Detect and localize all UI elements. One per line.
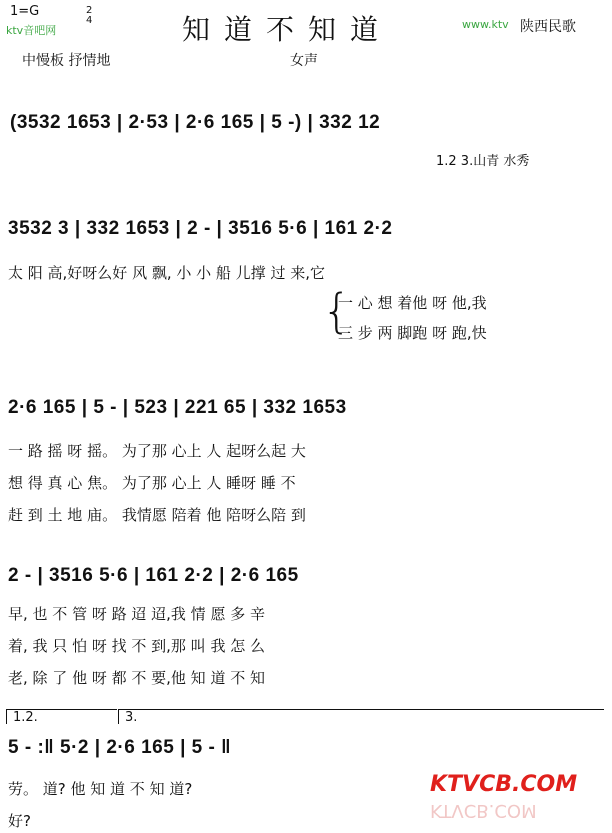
lyric-row-4-verse-1: 早, 也 不 管 呀 路 迢 迢,我 情 愿 多 辛 [8, 605, 265, 623]
lyric-row-2-verse-3: 三 步 两 脚跑 呀 跑,快 [338, 324, 487, 342]
lyric-row-2-verse-1: 太 阳 高,好呀么好 风 飘, 小 小 船 儿撑 过 来,它 [8, 264, 325, 282]
song-title: 知道不知道 [182, 13, 393, 46]
lyric-row-1-verse-1: 1.2 3.山青 水秀 [436, 154, 530, 169]
notation-row-1: (3532 1653 | 2·53 | 2·6 165 | 5 -) | 332 12 [10, 112, 381, 133]
watermark-site: ktv音吧网 [6, 24, 57, 37]
tempo-marking: 中慢板 抒情地 [22, 53, 111, 69]
time-signature: 2 4 [86, 5, 93, 26]
lyric-row-3-verse-1: 一 路 摇 呀 摇。 为了那 心上 人 起呀么起 大 [8, 442, 306, 460]
lyric-row-5-verse-2: 好? [8, 812, 31, 830]
notation-row-4: 2 - | 3516 5·6 | 161 2·2 | 2·6 165 [8, 565, 299, 586]
notation-row-5: 5 - :‖ 5·2 | 2·6 165 | 5 - ‖ [8, 737, 232, 758]
verse-brace: { [322, 284, 352, 338]
notation-row-3: 2·6 165 | 5 - | 523 | 221 65 | 332 1653 [8, 397, 347, 418]
volta-1: 1.2. [6, 709, 117, 724]
watermark-url: www.ktv [462, 18, 509, 31]
site-logo: KTVCB.COM [430, 772, 578, 797]
lyric-row-3-verse-3: 赶 到 土 地 庙。 我情愿 陪着 他 陪呀么陪 到 [8, 506, 306, 524]
volta-2: 3. [118, 709, 604, 724]
lyric-row-5-verse-1: 劳。 道? 他 知 道 不 知 道? [8, 780, 193, 798]
lyric-row-2-verse-2: 一 心 想 着他 呀 他,我 [338, 294, 487, 312]
lyric-row-4-verse-3: 老, 除 了 他 呀 都 不 要,他 知 道 不 知 [8, 669, 265, 687]
lyric-row-3-verse-2: 想 得 真 心 焦。 为了那 心上 人 睡呀 睡 不 [8, 474, 296, 492]
lyric-row-4-verse-2: 着, 我 只 怕 呀 找 不 到,那 叫 我 怎 么 [8, 637, 265, 655]
key-signature: 1=G 2 4 [10, 4, 93, 26]
site-logo-reflection: KTVCB.COM [430, 800, 537, 821]
song-origin: 陕西民歌 [520, 19, 576, 35]
voice-marking: 女声 [290, 53, 318, 69]
notation-row-2: 3532 3 | 332 1653 | 2 - | 3516 5·6 | 161 2·2 [8, 218, 393, 239]
